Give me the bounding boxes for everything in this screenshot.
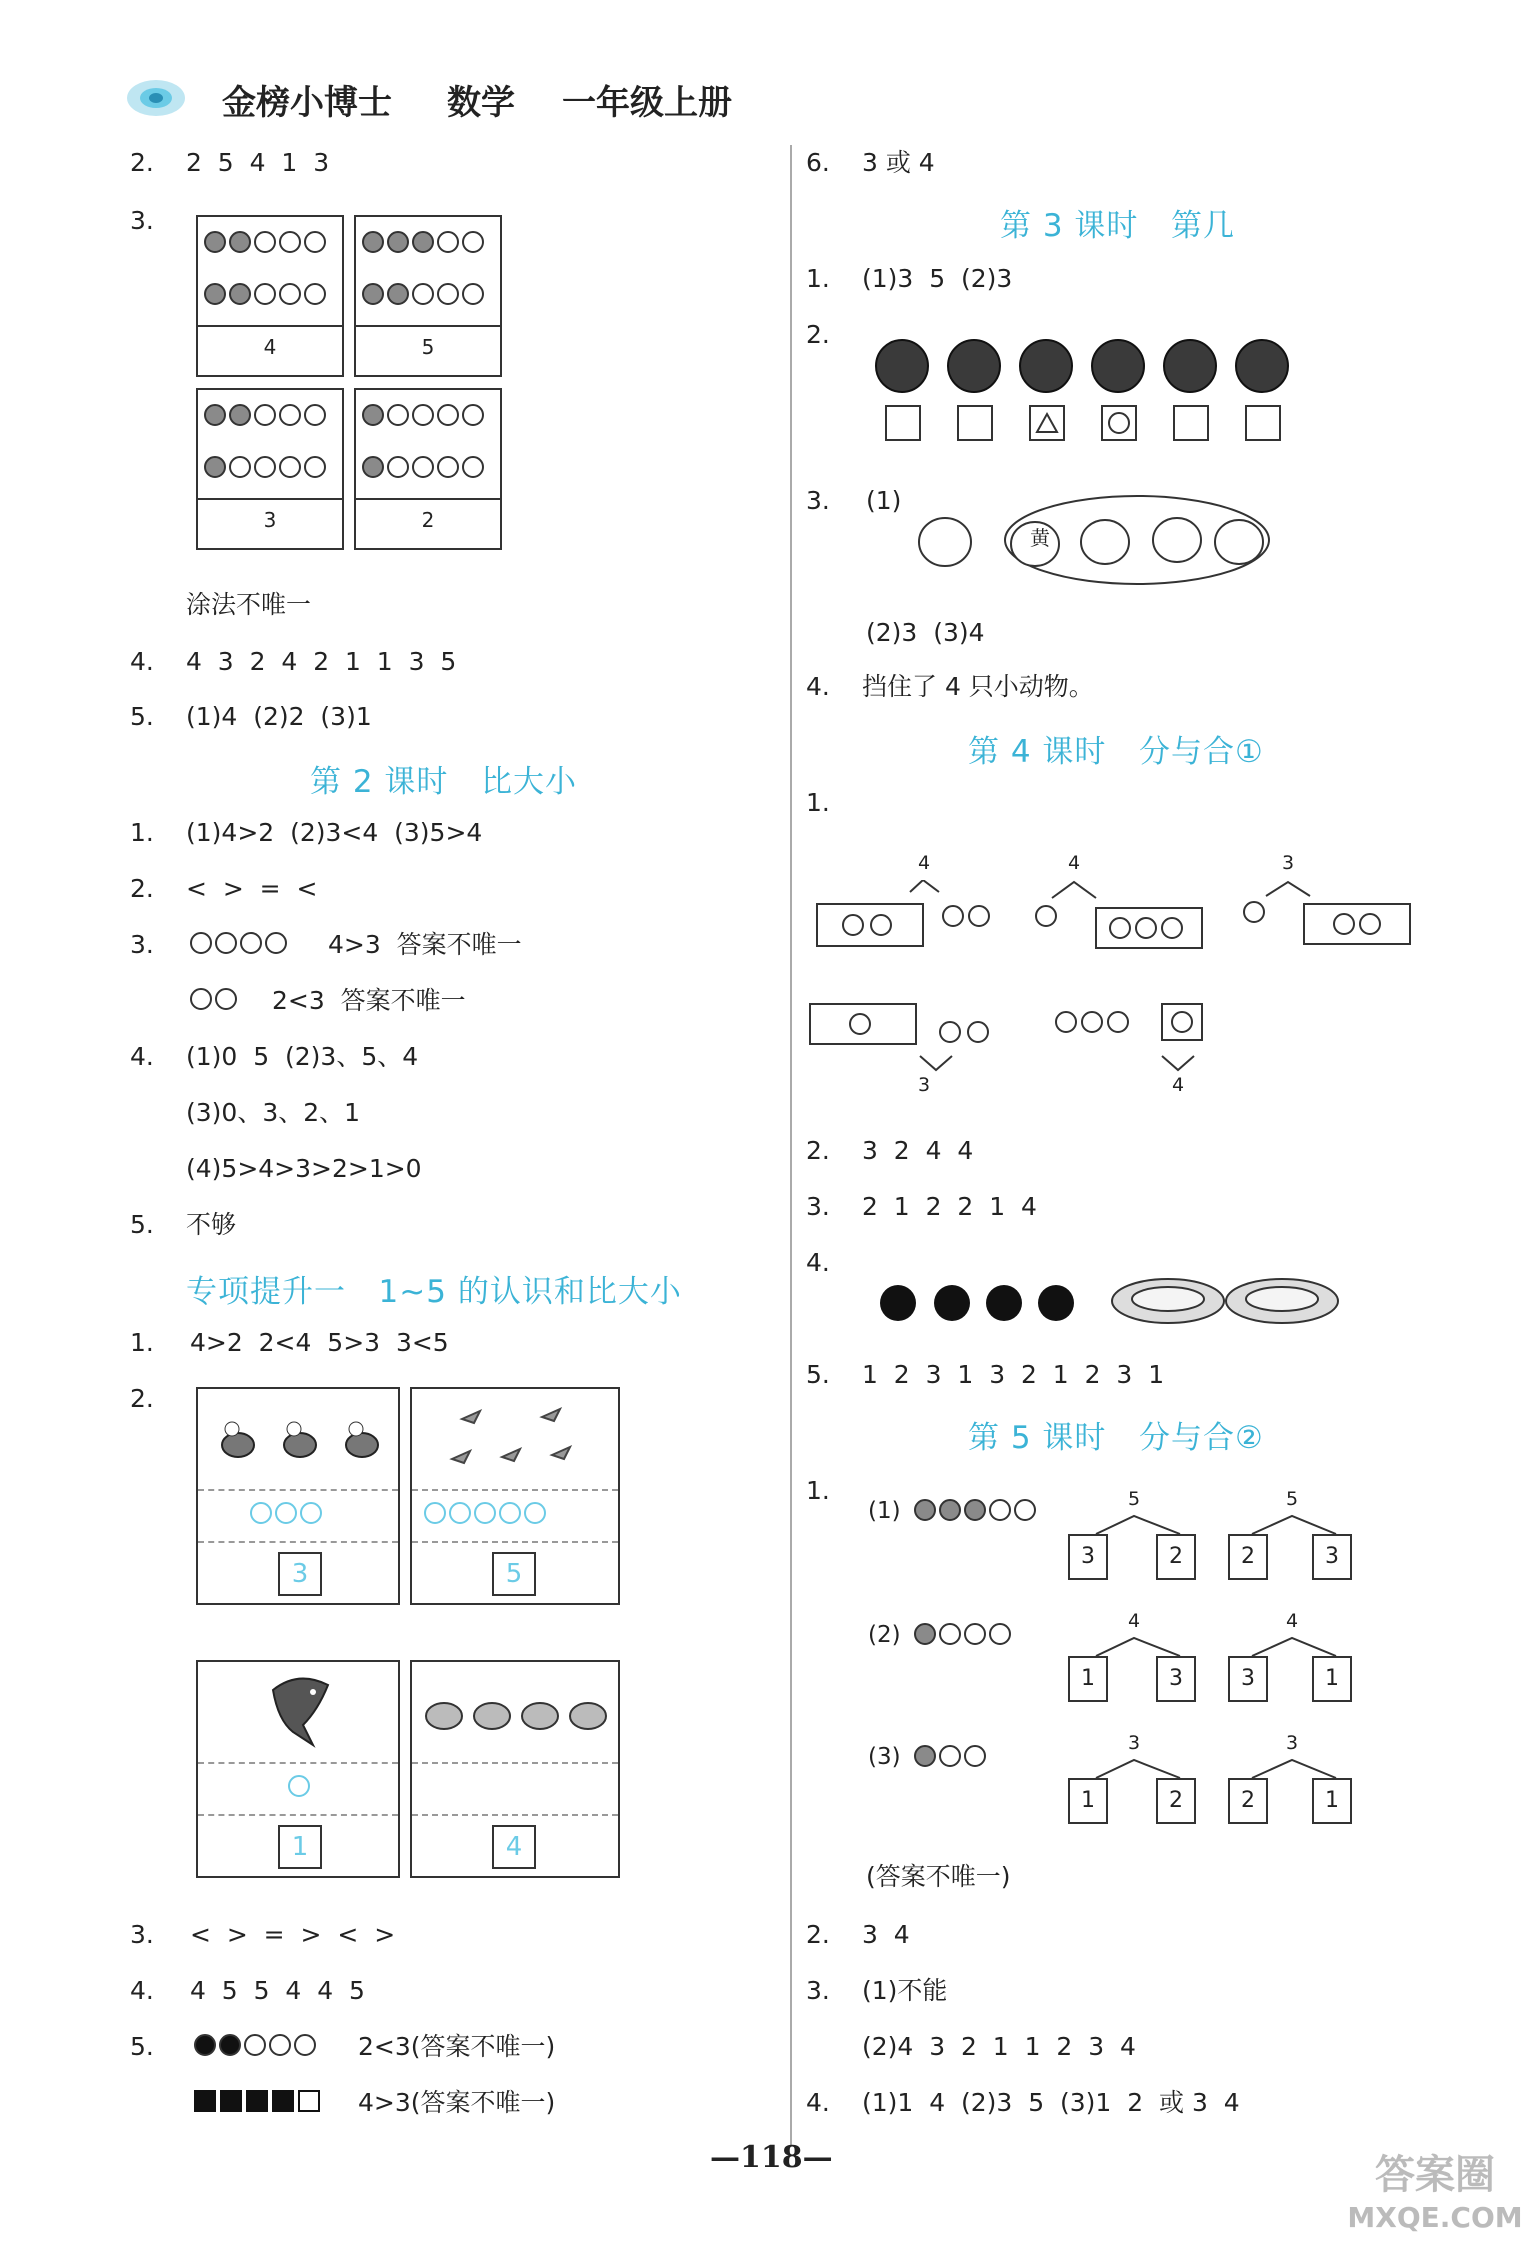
q-number: 5. [130, 1210, 154, 1239]
answer-text: (1)1 4 (2)3 5 (3)1 2 或 3 4 [862, 2088, 1240, 2117]
tree-left: 2 [1228, 1778, 1268, 1824]
section-title: 第 4 课时 分与合① [968, 734, 1264, 770]
q-number: 2. [130, 148, 154, 177]
q-number: 2. [806, 320, 830, 349]
answer-text: < > = > < > [190, 1920, 396, 1949]
answer-text: (1)4 (2)2 (3)1 [186, 702, 372, 731]
tree-top: 3 [1286, 1732, 1299, 1754]
dot-box [354, 388, 502, 550]
tree-right: 3 [1312, 1534, 1352, 1580]
section-title: 第 3 课时 第几 [1000, 208, 1235, 244]
q-number: 1. [130, 818, 154, 847]
tree-left: 1 [1068, 1656, 1108, 1702]
answer-text: 1 2 3 1 3 2 1 2 3 1 [862, 1360, 1165, 1389]
grade: 一年级上册 [562, 83, 732, 123]
tree-left: 3 [1068, 1534, 1108, 1580]
logo-icon [125, 77, 187, 119]
dolphin-icon [258, 1670, 342, 1750]
tree-right: 2 [1156, 1534, 1196, 1580]
tree-left: 1 [1068, 1778, 1108, 1824]
q-number: 6. [806, 148, 830, 177]
picture-box-bees [196, 1387, 400, 1605]
tree-lines [1240, 1634, 1350, 1658]
watermark-line2: MXQE.COM [1347, 2201, 1523, 2234]
tree-right: 1 [1312, 1778, 1352, 1824]
answer-text: (4)5>4>3>2>1>0 [186, 1154, 422, 1183]
q-number: 3. [806, 1192, 830, 1221]
tree-right: 1 [1312, 1656, 1352, 1702]
chick-label: 黄 [1030, 526, 1050, 550]
tree-top: 5 [1128, 1488, 1141, 1510]
header [125, 75, 765, 125]
answer-text: 3 4 [862, 1920, 910, 1949]
tree-lines [1084, 1512, 1194, 1536]
tree-lines [1240, 1512, 1350, 1536]
q-number: 1. [806, 788, 830, 817]
tree-bottom: 4 [1172, 1074, 1185, 1096]
q-number: 4. [806, 2088, 830, 2117]
answer-text: 2 1 2 2 1 4 [862, 1192, 1037, 1221]
q-number: 2. [130, 874, 154, 903]
tree-right: 2 [1156, 1778, 1196, 1824]
note: 涂法不唯一 [186, 590, 312, 619]
q-number: 2. [806, 1920, 830, 1949]
answer-text: (2)3 (3)4 [866, 618, 985, 647]
q-number: 1. [130, 1328, 154, 1357]
watermark-line1: 答案圈 [1375, 2152, 1495, 2198]
answer-text: 挡住了 4 只小动物。 [862, 672, 1094, 701]
tree-lines [1084, 1756, 1194, 1780]
answer-text: 4 3 2 4 2 1 1 3 5 [186, 647, 457, 676]
filled-circle-group [194, 2034, 319, 2056]
q-number: 4. [130, 1976, 154, 2005]
chicks-group [905, 490, 1275, 590]
q-number: 4. [806, 1248, 830, 1277]
count-box: 1 [278, 1825, 322, 1869]
sub-label: (1) [866, 486, 902, 515]
answer-text: 4>3 答案不唯一 [328, 930, 522, 959]
dot-box [354, 215, 502, 377]
circle-group [190, 932, 290, 954]
answer-text: 4 5 5 4 4 5 [190, 1976, 365, 2005]
answer-text: (1)4>2 (2)3<4 (3)5>4 [186, 818, 483, 847]
section-title: 专项提升一 1~5 的认识和比大小 [186, 1274, 682, 1310]
subject: 数学 [447, 83, 515, 123]
count-box: 5 [492, 1552, 536, 1596]
circle-group [190, 988, 240, 1010]
answer-text: 4>3(答案不唯一) [358, 2088, 556, 2117]
count-box: 4 [492, 1825, 536, 1869]
q-number: 1. [806, 264, 830, 293]
tree-top: 4 [1068, 852, 1081, 874]
split-diagram [1030, 880, 1210, 950]
answer-text: 2 5 4 1 3 [186, 148, 330, 177]
q-number: 3. [130, 1920, 154, 1949]
answer-text: 2<3 答案不唯一 [272, 986, 466, 1015]
box-count: 2 [421, 508, 435, 532]
bee-icon [210, 1415, 390, 1471]
q-number: 3. [806, 486, 830, 515]
answer-text: (1)0 5 (2)3、5、4 [186, 1042, 419, 1071]
q-number: 3. [130, 206, 154, 235]
answer-text: 3 2 4 4 [862, 1136, 974, 1165]
split-diagram [808, 1000, 1008, 1090]
tree-lines [1240, 1756, 1350, 1780]
tree-top: 4 [1286, 1610, 1299, 1632]
answer-text: 不够 [186, 1210, 237, 1239]
q-number: 5. [130, 702, 154, 731]
tree-right: 3 [1156, 1656, 1196, 1702]
q-number: 5. [130, 2032, 154, 2061]
answer-text: (1)3 5 (2)3 [862, 264, 1013, 293]
q-number: 3. [806, 1976, 830, 2005]
q-number: 3. [130, 930, 154, 959]
split-diagram [815, 880, 995, 950]
circle-group [914, 1745, 989, 1767]
picture-box-chicks [410, 1660, 620, 1878]
tree-top: 4 [918, 852, 931, 874]
sub-label: (3) [868, 1744, 901, 1770]
answer-text: 2<3(答案不唯一) [358, 2032, 556, 2061]
circle-group [914, 1623, 1014, 1645]
tree-lines [1084, 1634, 1194, 1658]
q-number: 1. [806, 1476, 830, 1505]
section-title: 第 5 课时 分与合② [968, 1420, 1264, 1456]
q-number: 2. [806, 1136, 830, 1165]
chick-icon [422, 1688, 612, 1738]
answer-text: 4>2 2<4 5>3 3<5 [190, 1328, 449, 1357]
tree-top: 5 [1286, 1488, 1299, 1510]
apple-row [870, 330, 1290, 450]
tree-top: 4 [1128, 1610, 1141, 1632]
tree-top: 3 [1282, 852, 1295, 874]
sub-label: (1) [868, 1498, 901, 1524]
q-number: 5. [806, 1360, 830, 1389]
square-group [194, 2090, 324, 2112]
note: (答案不唯一) [866, 1862, 1011, 1891]
answer-text: < > = < [186, 874, 318, 903]
split-diagram [1240, 880, 1420, 950]
box-count: 5 [421, 335, 435, 359]
box-count: 4 [263, 335, 277, 359]
q-number: 4. [130, 1042, 154, 1071]
picture-box-dolphin [196, 1660, 400, 1878]
q-number: 4. [130, 647, 154, 676]
tree-left: 2 [1228, 1534, 1268, 1580]
answer-text: (2)4 3 2 1 1 2 3 4 [862, 2032, 1136, 2061]
column-divider [790, 145, 792, 2145]
watermark [1340, 2150, 1530, 2245]
bird-icon [442, 1399, 592, 1479]
split-diagram [1052, 1000, 1232, 1090]
book-title: 金榜小博士 [222, 83, 392, 123]
q-number: 4. [806, 672, 830, 701]
section-title: 第 2 课时 比大小 [310, 764, 577, 800]
tree-bottom: 3 [918, 1074, 931, 1096]
tree-left: 3 [1228, 1656, 1268, 1702]
page-number: —118— [710, 2140, 833, 2175]
picture-box-birds [410, 1387, 620, 1605]
answer-text: (3)0、3、2、1 [186, 1098, 361, 1127]
answer-text: 3 或 4 [862, 148, 935, 177]
tree-top: 3 [1128, 1732, 1141, 1754]
count-box: 3 [278, 1552, 322, 1596]
apples-and-plates [870, 1255, 1340, 1335]
answer-text: (1)不能 [862, 1976, 948, 2005]
q-number: 2. [130, 1384, 154, 1413]
circle-group [914, 1499, 1039, 1521]
sub-label: (2) [868, 1622, 901, 1648]
box-count: 3 [263, 508, 277, 532]
dot-box [196, 215, 344, 377]
dot-box [196, 388, 344, 550]
